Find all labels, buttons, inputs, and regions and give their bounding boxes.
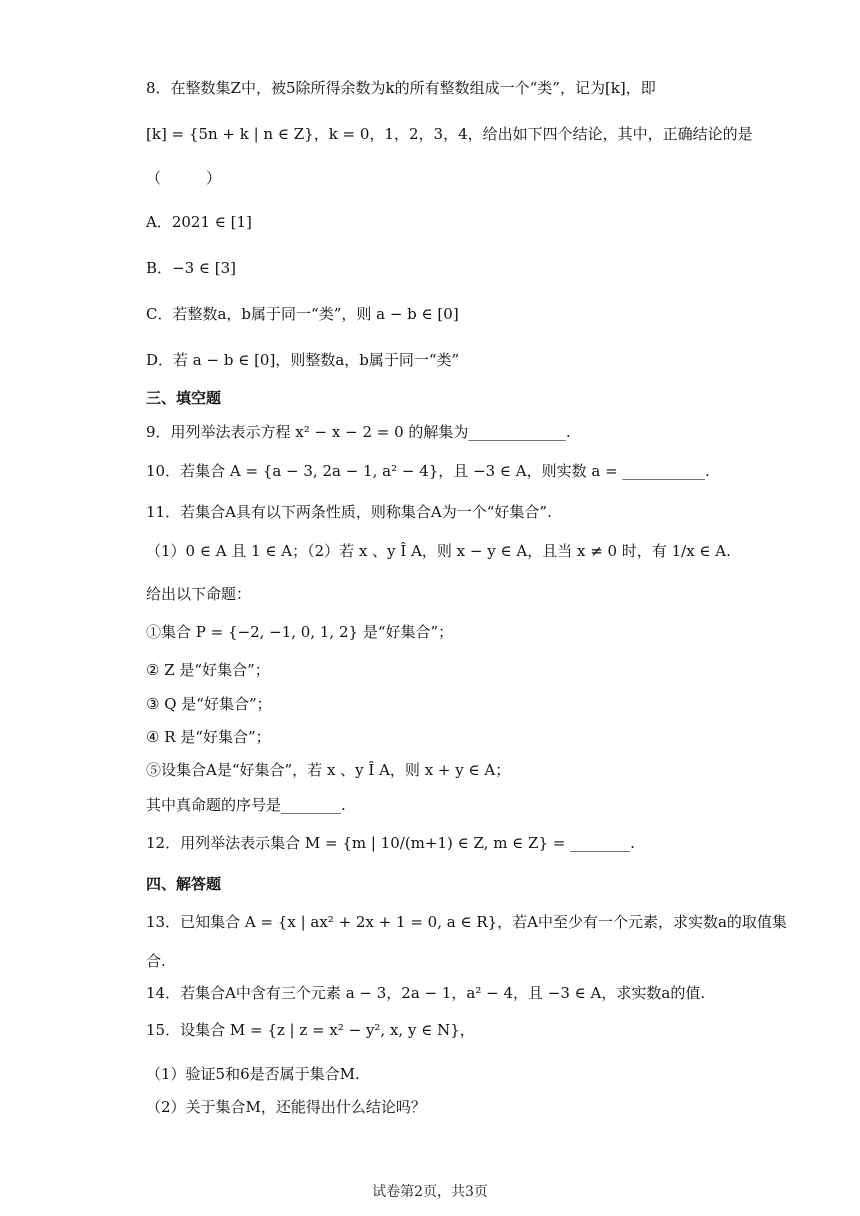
q11-proposition-1: ①集合 P = {−2, −1, 0, 1, 2} 是“好集合”； bbox=[146, 623, 454, 641]
section-fill-in-heading: 三、填空题 bbox=[146, 389, 222, 407]
q12: 12．用列举法表示集合 M = {m | 10/(m+1) ∈ Z, m ∈ Z} = ________. bbox=[146, 834, 635, 852]
q8-stem-line1: 8．在整数集Z中，被5除所得余数为k的所有整数组成一个“类”，记为[k]，即 bbox=[146, 79, 656, 97]
page-footer: 试卷第2页，共3页 bbox=[372, 1184, 488, 1200]
q15-stem: 15．设集合 M = {z | z = x² − y², x, y ∈ N}， bbox=[146, 1021, 475, 1039]
q10: 10．若集合 A = {a − 3, 2a − 1, a² − 4}，且 −3 ∈ A，则实数 a = ___________. bbox=[146, 462, 710, 480]
q14: 14．若集合A中含有三个元素 a − 3，2a − 1，a² − 4，且 −3 ∈ A，求实数a的值. bbox=[146, 984, 706, 1002]
q11-question: 其中真命题的序号是________. bbox=[146, 796, 346, 814]
q11-proposition-5: ⑤设集合A是“好集合”，若 x 、y Î A，则 x + y ∈ A； bbox=[146, 761, 511, 779]
q15-part1: （1）验证5和6是否属于集合M. bbox=[146, 1065, 360, 1083]
q11-proposition-3: ③ Q 是“好集合”； bbox=[146, 695, 272, 713]
q11-proposition-2: ② Z 是“好集合”； bbox=[146, 661, 270, 679]
q13-line1: 13．已知集合 A = {x | ax² + 2x + 1 = 0, a ∈ R}，若A中至少有一个元素，求实数a的取值集 bbox=[146, 913, 787, 931]
q11-proposition-4: ④ R 是“好集合”； bbox=[146, 728, 271, 746]
q11-prompt: 给出以下命题： bbox=[146, 585, 252, 603]
q8-answer-paren: （ ） bbox=[146, 169, 222, 187]
section-answer-heading: 四、解答题 bbox=[146, 875, 222, 893]
q11-properties: （1）0 ∈ A 且 1 ∈ A；（2）若 x 、y Î A，则 x − y ∈ A，且当 x ≠ 0 时，有 1/x ∈ A. bbox=[146, 542, 731, 560]
q8-option-d: D．若 a − b ∈ [0]，则整数a，b属于同一“类” bbox=[146, 351, 460, 369]
q8-stem-line2: [k] = {5n + k | n ∈ Z}，k = 0，1，2，3，4，给出如下四个结论，其中，正确结论的是 bbox=[146, 125, 753, 143]
q9: 9．用列举法表示方程 x² − x − 2 = 0 的解集为_____________. bbox=[146, 423, 571, 441]
q11-stem: 11．若集合A具有以下两条性质，则称集合A为一个“好集合”. bbox=[146, 503, 552, 521]
q8-option-c: C．若整数a，b属于同一“类”，则 a − b ∈ [0] bbox=[146, 305, 459, 323]
q15-part2: （2）关于集合M，还能得出什么结论吗？ bbox=[146, 1098, 426, 1116]
q13-line2: 合. bbox=[146, 952, 166, 970]
q8-option-a: A．2021 ∈ [1] bbox=[146, 213, 252, 231]
q8-option-b: B．−3 ∈ [3] bbox=[146, 259, 237, 277]
